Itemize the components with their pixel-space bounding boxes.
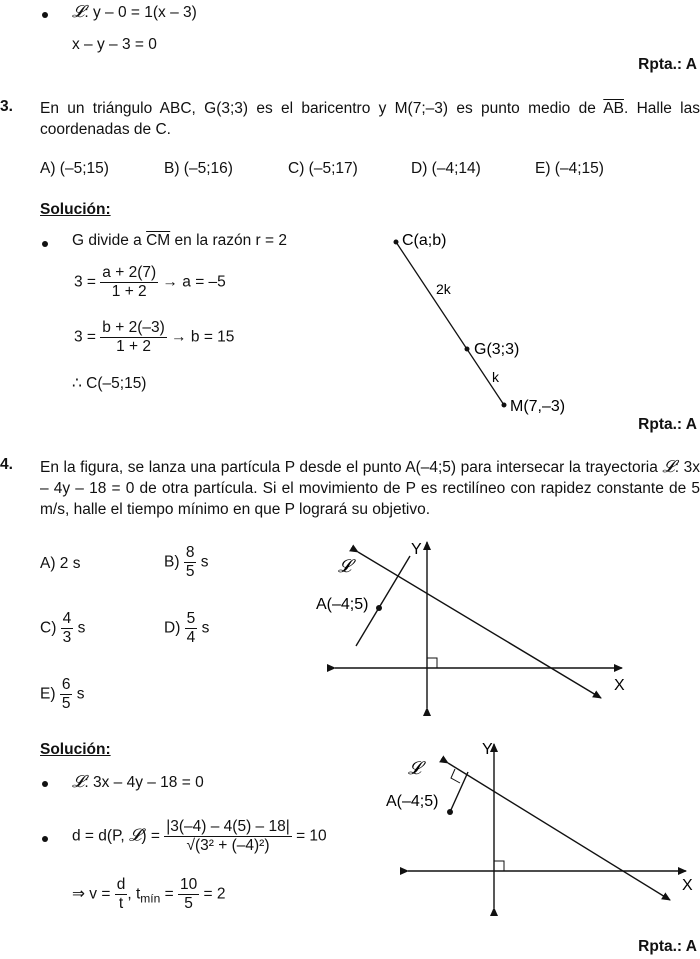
label-m: M(7,–3)	[510, 398, 566, 415]
option-d: D) (–4;14)	[411, 160, 481, 177]
bullet	[42, 836, 48, 842]
solution-heading: Solución:	[40, 201, 111, 218]
point-a	[376, 605, 382, 611]
perpendicular-segment	[450, 772, 468, 812]
label-y: Y	[482, 741, 493, 758]
point-a	[447, 809, 453, 815]
question-number: 4.	[0, 456, 13, 473]
conclusion: ∴ C(–5;15)	[72, 375, 147, 392]
line-l	[358, 552, 601, 698]
option-c: C) $\frac{4}{3}$ s	[40, 610, 86, 646]
question-number: 3.	[0, 98, 13, 115]
label-k: k	[492, 369, 499, 385]
answer-label: Rpta.: A	[638, 938, 697, 955]
centroid-figure	[380, 225, 600, 420]
time-calculation: ⇒ v = $\frac{d}{t}$ , $t_{mín}$ = $\frac{10}{5}$ = 2	[72, 876, 226, 912]
point-m	[502, 403, 507, 408]
answer-label: Rpta.: A	[638, 416, 697, 433]
segment-cm: $\overline{CM}$	[146, 232, 171, 249]
label-g: G(3;3)	[474, 341, 520, 358]
right-angle-mark	[451, 769, 460, 783]
line-l	[448, 763, 670, 900]
label-x: X	[614, 677, 625, 694]
solution-heading: Solución:	[40, 741, 111, 758]
script-l-symbol: 𝓛	[129, 825, 142, 845]
point-g	[465, 347, 470, 352]
distance-formula: d = d(P, 𝓛) = $\frac{|3(-4) - 4(5) - 18|}{\text{√(3² + (–4)²)}}$ = 10	[72, 818, 327, 854]
line-equation: 𝓛: 3x – 4y – 18 = 0	[72, 772, 204, 791]
option-a: A) 2 s	[40, 555, 81, 572]
right-angle-mark	[427, 658, 437, 668]
equation-b: 3 = $\frac{b + 2(-3)}{1 + 2}$ → b = 15	[74, 319, 235, 355]
option-e: E) $\frac{6}{5}$ s	[40, 676, 85, 712]
option-d: D) $\frac{5}{4}$ s	[164, 610, 210, 646]
bullet	[42, 12, 48, 18]
option-b: B) (–5;16)	[164, 160, 233, 177]
script-l-symbol: 𝓛	[662, 457, 675, 476]
solution-figure	[380, 738, 700, 916]
label-l: 𝓛	[338, 556, 352, 576]
general-equation: x – y – 3 = 0	[72, 36, 157, 53]
point-c	[394, 240, 399, 245]
option-c: C) (–5;17)	[288, 160, 358, 177]
label-x: X	[682, 877, 693, 894]
label-l: 𝓛	[408, 758, 422, 778]
division-statement: G divide a $\overline{CM}$ en la razón r = 2	[72, 232, 287, 249]
segment-ab: $\overline{AB}$	[603, 100, 624, 117]
bullet	[42, 781, 48, 787]
label-2k: 2k	[436, 281, 451, 297]
answer-label: Rpta.: A	[638, 56, 697, 73]
label-a: A(–4;5)	[316, 596, 369, 613]
option-a: A) (–5;15)	[40, 160, 109, 177]
equation-a: 3 = $\frac{a + 2(7)}{1 + 2}$ → a = –5	[74, 264, 226, 300]
question-text: En un triángulo ABC, G(3;3) es el baricentro y M(7;–3) es punto medio de $\overline{AB}$. Halle las coordenadas de C.	[40, 100, 700, 138]
option-e: E) (–4;15)	[535, 160, 604, 177]
bullet	[42, 241, 48, 247]
segment-cm-line	[396, 242, 504, 405]
label-a: A(–4;5)	[386, 793, 439, 810]
trajectory-figure	[300, 532, 640, 722]
line-equation: 𝓛: y – 0 = 1(x – 3)	[72, 2, 197, 21]
script-l-symbol: 𝓛	[72, 2, 85, 21]
question-text: En la figura, se lanza una partícula P desde el punto A(–4;5) para intersecar la trayectoria 𝓛: 3x – 4y – 18 = 0 de otra partícula. Si el movimiento de P es rectilíneo con rapidez constante de 5 m/s, halle el tiempo mínimo en que P logrará su objetivo.	[40, 457, 700, 518]
label-y: Y	[411, 541, 422, 558]
label-c: C(a;b)	[402, 232, 447, 249]
script-l-symbol: 𝓛	[72, 772, 85, 791]
option-b: B) $\frac{8}{5}$ s	[164, 544, 209, 580]
right-angle-mark	[494, 861, 504, 871]
